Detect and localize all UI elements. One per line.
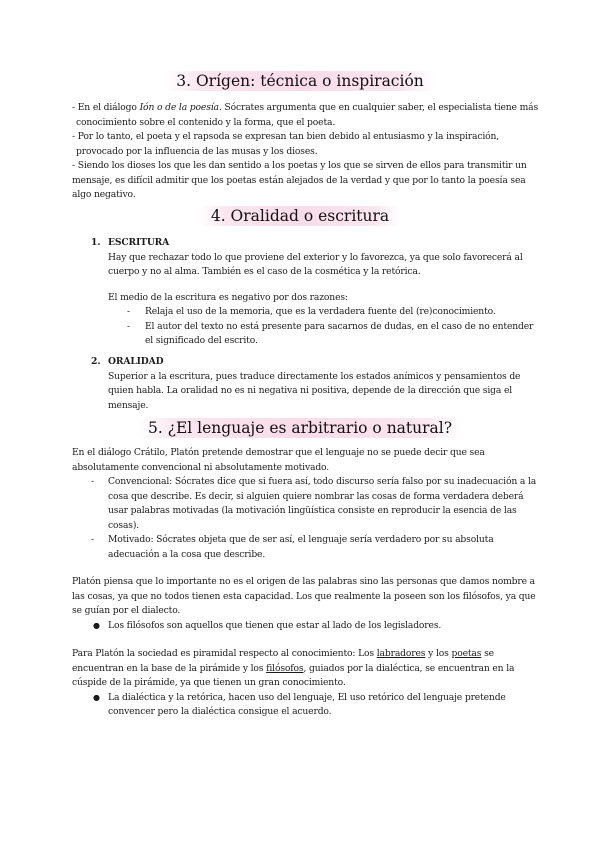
convencional-line-4: cosas). xyxy=(108,519,140,531)
section-heading-3: 3. Orígen: técnica o inspiración xyxy=(0,71,600,91)
convencional-line-2: cosa que describe. Es decir, si alguien quiere nombrar las cosas de forma verdadera deberá xyxy=(108,490,524,502)
escritura-reason-1: Relaja el uso de la memoria, que es la verdadera fuente del (re)conocimiento. xyxy=(145,306,496,317)
dash-marker: - xyxy=(127,320,131,332)
escritura-reason-2: El autor del texto no está presente para sacarnos de dudas, en el caso de no entender xyxy=(145,320,534,332)
oralidad-line-2: quien habla. La oralidad no es ni negativa ni positiva, depende de la dirección que siga el xyxy=(108,385,513,396)
convencional-line-1: Convencional: Sócrates dice que si fuera así, todo discurso sería falso por su inadecuación a la xyxy=(108,476,537,487)
section5-intro-1: En el diálogo Crátilo, Platón pretende demostrar que el lenguaje no se puede decir que sea xyxy=(72,447,485,458)
oralidad-line-1: Superior a la escritura, pues traduce directamente los estados anímicos y pensamientos de xyxy=(108,370,521,382)
section5-para2-line-1: Platón piensa que lo importante no es el origen de las palabras sino las personas que damos nombre a xyxy=(72,576,536,587)
item-title-oralidad: ORALIDAD xyxy=(108,356,164,367)
dash-marker: - xyxy=(91,534,95,545)
section-heading-5: 5. ¿El lenguaje es arbitrario o natural? xyxy=(0,418,600,438)
escritura-reason-2-cont: el significado del escrito. xyxy=(145,335,258,346)
section5-intro-2: absolutamente convencional ni absolutamente motivado. xyxy=(72,461,330,473)
bullet-dot: ● xyxy=(93,620,100,630)
section3-bullet-2-cont: provocado por la influencia de las musas y los dioses. xyxy=(76,145,318,157)
oralidad-line-3: mensaje. xyxy=(108,399,149,411)
escritura-line-2: cuerpo y no al alma. También es el caso de la cosmética y la retórica. xyxy=(108,266,421,277)
section3-bullet-3: - Siendo los dioses los que les dan sentido a los poetas y los que se sirven de ellos para transmitir un xyxy=(72,160,527,171)
item-title-escritura: ESCRITURA xyxy=(108,237,170,248)
section3-bullet-1-cont: conocimiento sobre el contenido y la forma, que el poeta. xyxy=(76,116,336,128)
dialectica-bullet-line-1: La dialéctica y la retórica, hacen uso del lenguaje, El uso retórico del lenguaje pretende xyxy=(108,691,506,703)
list-number-2: 2. xyxy=(91,356,101,367)
motivado-line-2: adecuación a la cosa que describe. xyxy=(108,548,266,560)
section5-para2-line-2: las cosas, ya que no todos tienen esta capacidad. Los que realmente la poseen son los filósofos, ya que xyxy=(72,590,536,602)
convencional-line-3: usar palabras motivadas (la motivación lingüística consiste en reproducir la esencia de las xyxy=(108,505,517,516)
section3-bullet-3-cont2: algo negativo. xyxy=(72,189,136,200)
dialectica-bullet-line-2: convencer pero la dialéctica consigue el acuerdo. xyxy=(108,706,332,717)
escritura-line-3: El medio de la escritura es negativo por dos razones: xyxy=(108,292,348,303)
filosofos-bullet: Los filósofos son aquellos que tienen que estar al lado de los legisladores. xyxy=(108,619,442,631)
dash-marker: - xyxy=(127,306,131,317)
bullet-dot: ● xyxy=(93,692,100,702)
dash-marker: - xyxy=(91,476,95,487)
section3-bullet-3-cont: mensaje, es difícil admitir que los poetas están alejados de la verdad y que por lo tanto la poesía sea xyxy=(72,174,526,186)
section5-para2-line-3: se guían por el dialecto. xyxy=(72,605,181,616)
section3-bullet-1: - En el diálogo Ión o de la poesía. Sócrates argumenta que en cualquier saber, el especialista tiene más xyxy=(72,102,539,113)
motivado-line-1: Motivado: Sócrates objeta que de ser así, el lenguaje sería verdadero por su absoluta xyxy=(108,534,494,545)
section5-para3-line-1: Para Platón la sociedad es piramidal respecto al conocimiento: Los labradores y los poetas se xyxy=(72,648,494,659)
escritura-line-1: Hay que rechazar todo lo que proviene del exterior y lo favorezca, ya que solo favorecerá al xyxy=(108,251,523,263)
section5-para3-line-2: encuentran en la base de la pirámide y los filósofos, guiados por la dialéctica, se encuentran en la xyxy=(72,662,515,674)
list-number-1: 1. xyxy=(91,237,101,248)
section5-para3-line-3: cúspide de la pirámide, ya que tienen un gran conocimiento. xyxy=(72,677,346,688)
section3-bullet-2: - Por lo tanto, el poeta y el rapsoda se expresan tan bien debido al entusiasmo y la inspiración, xyxy=(72,131,500,142)
section-heading-4: 4. Oralidad o escritura xyxy=(0,206,600,226)
